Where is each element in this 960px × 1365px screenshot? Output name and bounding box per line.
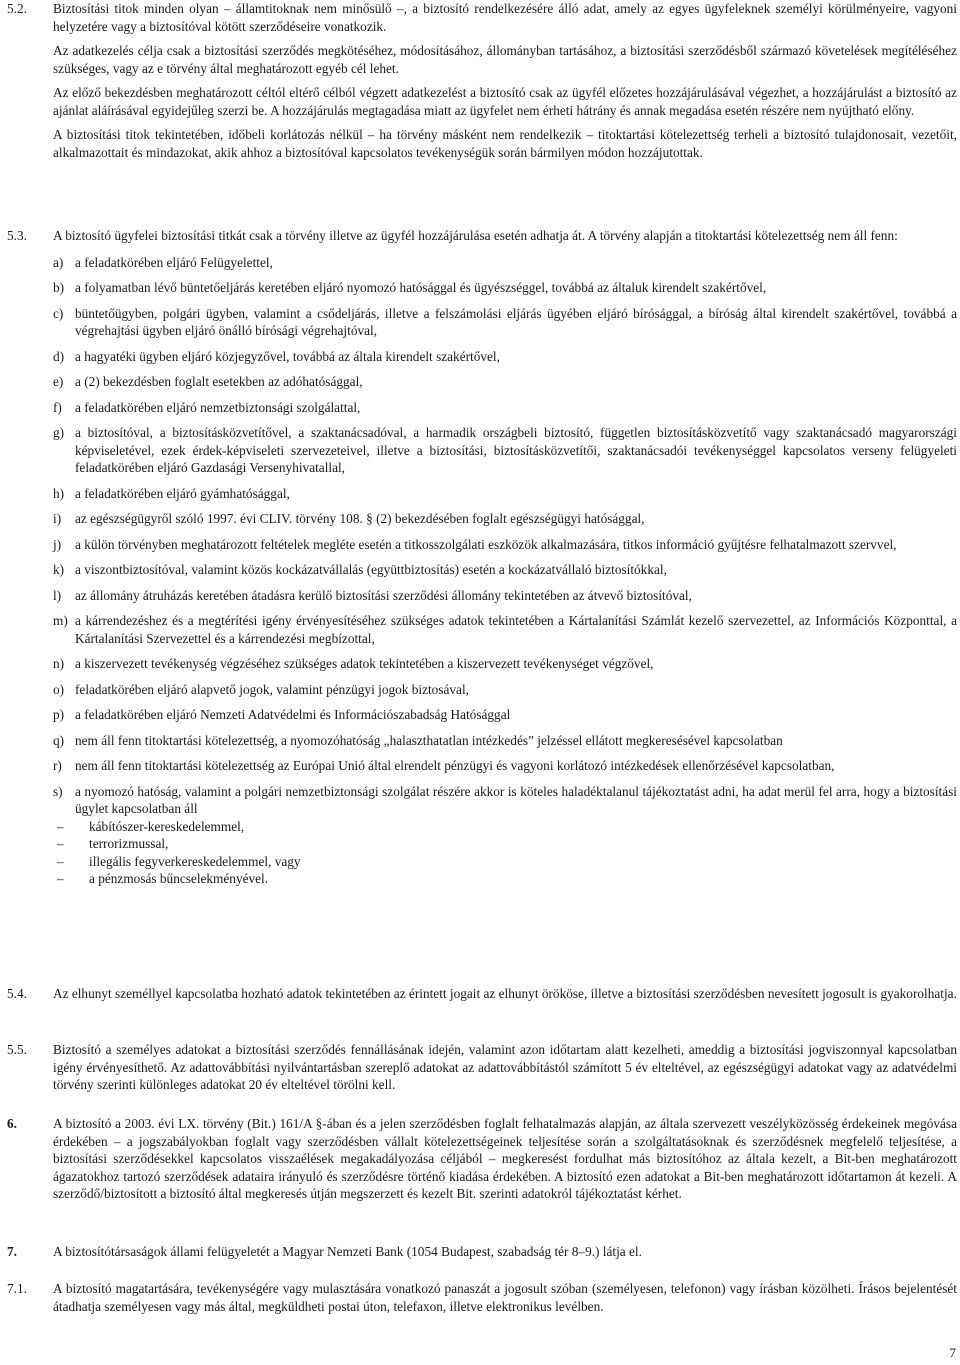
- list-item-text: a kárrendezéshez és a megtérítési igény érvényesítéséhez szükséges adatok tekintetében a Kártalanítási Számlát kezelő szervezettel, az Információs Központtal, a Kártalanítási Szervezettel és a kárrendezési megbízottal,: [75, 613, 957, 646]
- section-number: 5.2.: [7, 1, 27, 16]
- list-item-text: a külön törvényben meghatározott feltételek megléte esetén a titkosszolgálati eszközök alkalmazására, titkos információ gyűjtésre felhatalmazott szervvel,: [75, 536, 897, 552]
- list-item-text: nem áll fenn titoktartási kötelezettség az Európai Unió által elrendelt pénzügyi és vagyoni korlátozó intézkedések ellenőrzésével kapcsolatban,: [75, 758, 835, 773]
- list-item-label: l): [53, 587, 62, 603]
- section-body: [53, 985, 957, 1010]
- list-item-label: h): [53, 485, 65, 501]
- section-6: [7, 1115, 957, 1210]
- list-item-text: a feladatkörében eljáró nemzetbiztonsági szolgálattal,: [75, 399, 361, 415]
- paragraph: A biztosító ügyfelei biztosítási titkát csak a törvény illetve az ügyfél hozzájárulása esetén adhatja át. A törvény alapján a titoktartási kötelezettség nem áll fenn:: [53, 228, 898, 243]
- list-item: [53, 373, 957, 391]
- enumerated-list: [53, 254, 957, 818]
- section-number: 5.4.: [7, 986, 27, 1001]
- list-item-text: büntetőügyben, polgári ügyben, valamint a csődeljárás, illetve a felszámolási eljárás ügyében eljáró bírósággal, a bíróság által kirendelt szakértővel, továbbá a végrehajtási ügyben eljáró önálló bírósági végrehajtóval,: [75, 305, 957, 338]
- list-item-label: p): [53, 707, 65, 722]
- section-number: 6.: [7, 1116, 17, 1131]
- list-item-text: a feladatkörében eljáró Nemzeti Adatvédelmi és Információszabadság Hatósággal: [75, 707, 511, 722]
- list-item-label: q): [53, 732, 65, 748]
- section-body: [53, 1243, 957, 1268]
- list-item: [53, 348, 957, 366]
- section-body: [53, 0, 957, 168]
- section-5-4: [7, 985, 957, 1010]
- paragraph: A biztosítási titok tekintetében, időbeli korlátozás nélkül – ha törvény másként nem rendelkezik – titoktartási kötelezettség terheli a biztosító tulajdonosait, vezetőit, alkalmazottait és mindazokat, akik ahhoz a biztosítóval kapcsolatos tevékenységük során bármilyen módon hozzájutottak.: [53, 127, 957, 160]
- paragraph: Az elhunyt személlyel kapcsolatba hozható adatok tekintetében az érintett jogait az elhunyt örököse, illetve a biztosítási szerződésben nevesített jogosult is gyakorolhatja.: [53, 986, 957, 1001]
- list-item-label: a): [53, 254, 64, 270]
- section-7: [7, 1243, 957, 1268]
- list-item-label: n): [53, 656, 65, 671]
- list-item-text: a (2) bekezdésben foglalt esetekben az adóhatósággal,: [75, 374, 363, 389]
- dash-mark: –: [57, 871, 64, 886]
- list-item-label: r): [53, 758, 62, 773]
- dash-item-text: a pénzmosás bűncselekményével.: [89, 871, 269, 886]
- list-item-label: g): [53, 425, 65, 440]
- section-5-3: [7, 227, 957, 888]
- dash-item-text: kábítószer-kereskedelemmel,: [89, 818, 245, 834]
- section-number: 7.1.: [7, 1281, 27, 1296]
- list-item: [53, 305, 957, 340]
- list-item: [53, 757, 957, 775]
- section-body: [53, 227, 957, 888]
- list-item-label: j): [53, 536, 62, 552]
- list-item-label: s): [53, 783, 63, 799]
- dash-item-text: terrorizmussal,: [89, 836, 169, 851]
- list-item-text: nem áll fenn titoktartási kötelezettség, a nyomozóhatóság „halaszthatatlan intézkedés” jelzéssel ellátott megkeresésével kapcsolatban: [75, 732, 783, 748]
- dash-mark: –: [57, 818, 64, 834]
- list-item-text: a kiszervezett tevékenység végzéséhez szükséges adatok tekintetében a kiszervezett tevékenységet végzővel,: [75, 656, 654, 671]
- list-item-text: a hagyatéki ügyben eljáró közjegyzővel, továbbá az általa kirendelt szakértővel,: [75, 348, 500, 364]
- dash-item: [53, 870, 957, 888]
- list-item-label: e): [53, 374, 64, 389]
- list-item-text: feladatkörében eljáró alapvető jogok, valamint pénzügyi jogok biztosával,: [75, 681, 469, 697]
- paragraph: Biztosítási titok minden olyan – államtitoknak nem minősülő –, a biztosító rendelkezésére álló adat, amely az egyes ügyfeleknek személyi körülményeire, vagyoni helyzetére vagy a biztosítóval kötött szerződéseire vonatkozik.: [53, 1, 957, 34]
- list-item: [53, 485, 957, 503]
- dash-item: [53, 853, 957, 871]
- list-item-text: a viszontbiztosítóval, valamint közös kockázatvállalás (együttbiztosítás) esetén a kockázatvállaló biztosítókkal,: [75, 562, 667, 577]
- dash-list: [53, 818, 957, 888]
- list-item: [53, 510, 957, 528]
- list-item-label: i): [53, 511, 62, 526]
- list-item: [53, 706, 957, 724]
- list-item: [53, 783, 957, 818]
- list-item-label: b): [53, 280, 65, 295]
- dash-item-text: illegális fegyverkereskedelemmel, vagy: [89, 853, 301, 869]
- section-5-2: [7, 0, 957, 168]
- section-body: [53, 1115, 957, 1210]
- section-7-1: [7, 1280, 957, 1322]
- section-body: [53, 1041, 957, 1101]
- list-item-text: a nyomozó hatóság, valamint a polgári nemzetbiztonsági szolgálat részére akkor is köteles haladéktalanul tájékoztatást adni, ha adat merül fel arra, hogy a biztosítási ügylet kapcsolatban áll: [75, 783, 957, 816]
- list-item: [53, 681, 957, 699]
- list-item: [53, 655, 957, 673]
- list-item-label: m): [53, 613, 68, 628]
- list-item: [53, 536, 957, 554]
- list-item-text: a biztosítóval, a biztosításközvetítővel, a szaktanácsadóval, a harmadik országbeli biztosító, független biztosításközvetítő vagy szaktanácsadó magyarországi képviseletével, ezek érdek-képviseleti szervezeteivel, illetve a biztosítási, biztosításközvetítői, szaktanácsadói tevékenységgel kapcsolatos verseny felügyeleti feladatkörében eljáró Gazdasági Versenyhivatallal,: [75, 425, 957, 475]
- list-item-text: a folyamatban lévő büntetőeljárás keretében eljáró nyomozó hatósággal és ügyészséggel, továbbá az általuk kirendelt szakértővel,: [75, 280, 767, 295]
- page-number: 7: [949, 1344, 956, 1360]
- list-item: [53, 279, 957, 297]
- section-number: 7.: [7, 1244, 17, 1259]
- list-item: [53, 561, 957, 579]
- dash-item: [53, 818, 957, 836]
- list-item-text: az egészségügyről szóló 1997. évi CLIV. törvény 108. § (2) bekezdésében foglalt egészségügyi hatósággal,: [75, 511, 645, 526]
- dash-item: [53, 835, 957, 853]
- section-number: 5.5.: [7, 1042, 27, 1057]
- list-item: [53, 587, 957, 605]
- list-item-label: c): [53, 305, 64, 321]
- list-item: [53, 254, 957, 272]
- list-item-label: k): [53, 562, 65, 577]
- paragraph: A biztosító a 2003. évi LX. törvény (Bit.) 161/A §-ában és a jelen szerződésben foglalt felhatalmazás alapján, az általa szervezett veszélyközösség érdekeinek megóvása érdekében – a jogszabályokban foglalt vagy szerződésben vállalt kötelezettségeinek teljesítése során a szolgáltatásoknak és szerződésnek megfelelő teljesítése, a biztosítási szerződésekkel kapcsolatos visszaélések megakadályozása céljából – megkeresést fordulhat más biztosítóhoz az általa kezelt, a Bit-ben meghatározott ágazatokhoz tartozó szerződések adataira irányuló és szerződésre történő kiadása érdekében. A biztosító ezen adatokat a Bit-ben meghatározott időtartamon át kezeli. A szerződő/biztosított a biztosító által megkeresés útján megszerzett és kezelt Bit. szerinti adatokról tájékoztatást kérhet.: [53, 1116, 957, 1201]
- dash-mark: –: [57, 853, 64, 869]
- dash-mark: –: [57, 836, 64, 851]
- paragraph: Biztosító a személyes adatokat a biztosítási szerződés fennállásának idején, valamint azon időtartam alatt kezelheti, ameddig a biztosítási jogviszonnyal kapcsolatban igény érvényesíthető. Az adattovábbítási nyilvántartásban szereplő adatokat az adattovábbítástól számított 5 év elteltével, az egészségügyi adatokat vagy az adatvédelmi törvény szerinti különleges adatokat 20 év elteltével törölni kell.: [53, 1042, 957, 1092]
- list-item-label: d): [53, 348, 65, 364]
- list-item-label: o): [53, 681, 65, 697]
- paragraph: Az előző bekezdésben meghatározott céltól eltérő célból végzett adatkezelést a biztosító csak az ügyfél előzetes hozzájárulásával végezhet, a hozzájárulást a biztosító az ajánlat aláírásával egyidejűleg szerzi be. A hozzájárulás megtagadása miatt az ügyfelet nem érheti hátrány és annak megadása esetén részére nem nyújtható előny.: [53, 85, 957, 118]
- list-item-text: a feladatkörében eljáró gyámhatósággal,: [75, 485, 290, 501]
- list-item-text: a feladatkörében eljáró Felügyelettel,: [75, 254, 273, 270]
- list-item-label: f): [53, 399, 62, 415]
- list-item: [53, 612, 957, 647]
- list-item: [53, 424, 957, 477]
- section-body: [53, 1280, 957, 1322]
- list-item: [53, 399, 957, 417]
- section-number: 5.3.: [7, 228, 27, 243]
- paragraph: A biztosítótársaságok állami felügyeletét a Magyar Nemzeti Bank (1054 Budapest, szabadság tér 8–9.) látja el.: [53, 1244, 642, 1259]
- paragraph: A biztosító magatartására, tevékenységére vagy mulasztására vonatkozó panaszát a jogosult szóban (személyesen, telefonon) vagy írásban közölheti. Írásos bejelentését átadhatja személyesen vagy más által, megküldheti postai úton, telefaxon, illetve elektronikus levélben.: [53, 1281, 957, 1314]
- paragraph: Az adatkezelés célja csak a biztosítási szerződés megkötéséhez, módosításához, állományban tartásához, a biztosítási szerződésből származó követelések megítéléséhez szükséges, vagy az e törvény által meghatározott egyéb cél lehet.: [53, 43, 957, 76]
- list-item-text: az állomány átruházás keretében átadásra kerülő biztosítási szerződési állomány tekintetében az átvevő biztosítóval,: [75, 587, 692, 603]
- section-5-5: [7, 1041, 957, 1101]
- list-item: [53, 732, 957, 750]
